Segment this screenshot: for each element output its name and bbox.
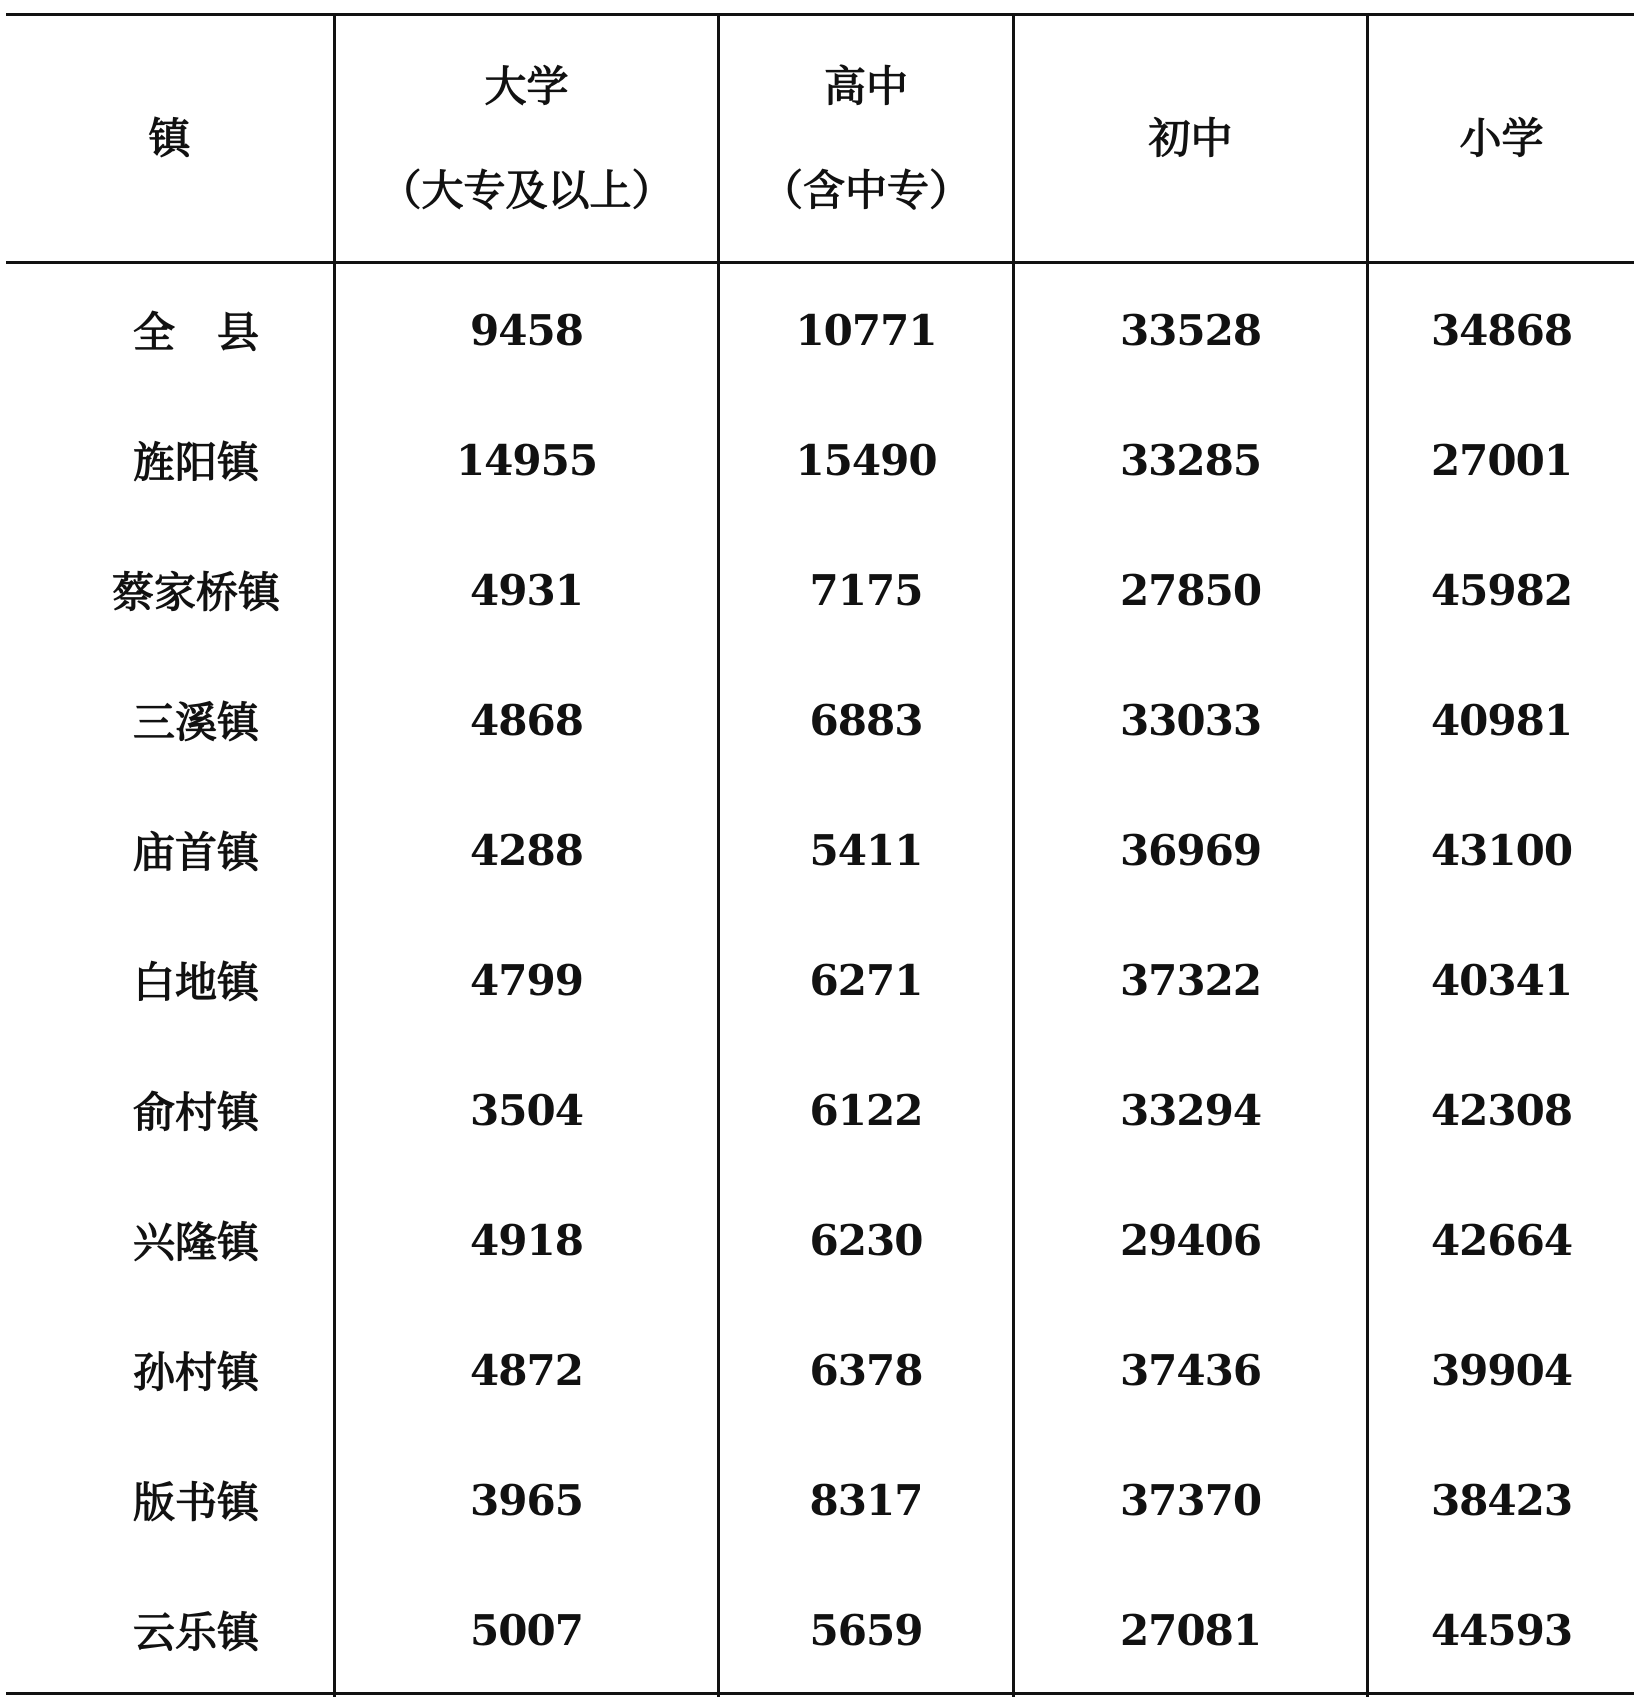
junior-cell: 27081 <box>1119 1605 1262 1655</box>
high-school-cell: 8317 <box>809 1475 923 1525</box>
primary-cell: 42664 <box>1430 1215 1573 1265</box>
high-school-cell: 5411 <box>809 825 923 875</box>
header-college-line1: 大学 <box>484 61 569 111</box>
college-cell: 3965 <box>470 1475 583 1525</box>
primary-cell: 27001 <box>1430 435 1573 485</box>
primary-cell: 40981 <box>1430 695 1573 745</box>
junior-cell: 33033 <box>1119 695 1262 745</box>
high-school-cell: 6230 <box>809 1215 923 1265</box>
junior-cell: 33528 <box>1119 305 1262 355</box>
college-cell: 4799 <box>470 955 583 1005</box>
header-town-label: 镇 <box>148 113 191 163</box>
town-cell: 蔡家桥镇 <box>111 568 280 617</box>
primary-cell: 43100 <box>1430 825 1573 875</box>
header-primary <box>1369 16 1634 261</box>
college-cell: 14955 <box>455 435 598 485</box>
primary-cell: 40341 <box>1430 955 1573 1005</box>
header-high-school <box>720 16 1012 261</box>
college-cell: 3504 <box>470 1085 583 1135</box>
primary-cell: 42308 <box>1430 1085 1573 1135</box>
junior-cell: 37370 <box>1119 1475 1262 1525</box>
junior-cell: 37322 <box>1119 955 1262 1005</box>
town-cell: 云乐镇 <box>132 1608 259 1657</box>
town-cell: 庙首镇 <box>132 828 259 877</box>
high-school-cell: 5659 <box>809 1605 923 1655</box>
high-school-cell: 6378 <box>809 1345 923 1395</box>
junior-cell: 29406 <box>1119 1215 1262 1265</box>
high-school-cell: 6271 <box>809 955 923 1005</box>
college-cell: 4931 <box>470 565 583 615</box>
town-cell: 孙村镇 <box>132 1348 259 1397</box>
primary-cell: 44593 <box>1430 1605 1573 1655</box>
primary-cell: 39904 <box>1430 1345 1573 1395</box>
town-cell: 兴隆镇 <box>132 1218 259 1267</box>
college-cell: 4872 <box>470 1345 583 1395</box>
header-junior <box>1015 16 1366 261</box>
high-school-cell: 10771 <box>795 305 937 355</box>
header-bottom-rule <box>6 261 1634 264</box>
town-cell: 俞村镇 <box>132 1088 259 1137</box>
primary-cell: 45982 <box>1430 565 1573 615</box>
high-school-cell: 7175 <box>809 565 923 615</box>
junior-cell: 33285 <box>1119 435 1262 485</box>
header-junior-label: 初中 <box>1148 113 1233 163</box>
college-cell: 9458 <box>470 305 583 355</box>
junior-cell: 37436 <box>1119 1345 1262 1395</box>
high-school-cell: 15490 <box>795 435 937 485</box>
town-cell: 白地镇 <box>132 958 259 1007</box>
town-cell: 全 县 <box>132 308 259 357</box>
town-cell: 版书镇 <box>132 1478 259 1527</box>
header-town <box>6 16 333 261</box>
header-high-line1: 高中 <box>823 61 908 111</box>
table-bottom-rule <box>6 1692 1634 1695</box>
high-school-cell: 6122 <box>809 1085 923 1135</box>
junior-cell: 27850 <box>1119 565 1262 615</box>
header-primary-label: 小学 <box>1459 113 1544 163</box>
town-cell: 三溪镇 <box>132 698 259 747</box>
header-high-line2: （含中专） <box>760 165 971 215</box>
junior-cell: 33294 <box>1119 1085 1262 1135</box>
header-college-line2: （大专及以上） <box>379 165 674 215</box>
primary-cell: 34868 <box>1430 305 1573 355</box>
header-college <box>336 16 717 261</box>
primary-cell: 38423 <box>1430 1475 1573 1525</box>
college-cell: 4868 <box>470 695 583 745</box>
college-cell: 4288 <box>470 825 583 875</box>
college-cell: 4918 <box>470 1215 583 1265</box>
town-cell: 旌阳镇 <box>132 438 259 487</box>
high-school-cell: 6883 <box>809 695 923 745</box>
junior-cell: 36969 <box>1119 825 1262 875</box>
college-cell: 5007 <box>470 1605 583 1655</box>
